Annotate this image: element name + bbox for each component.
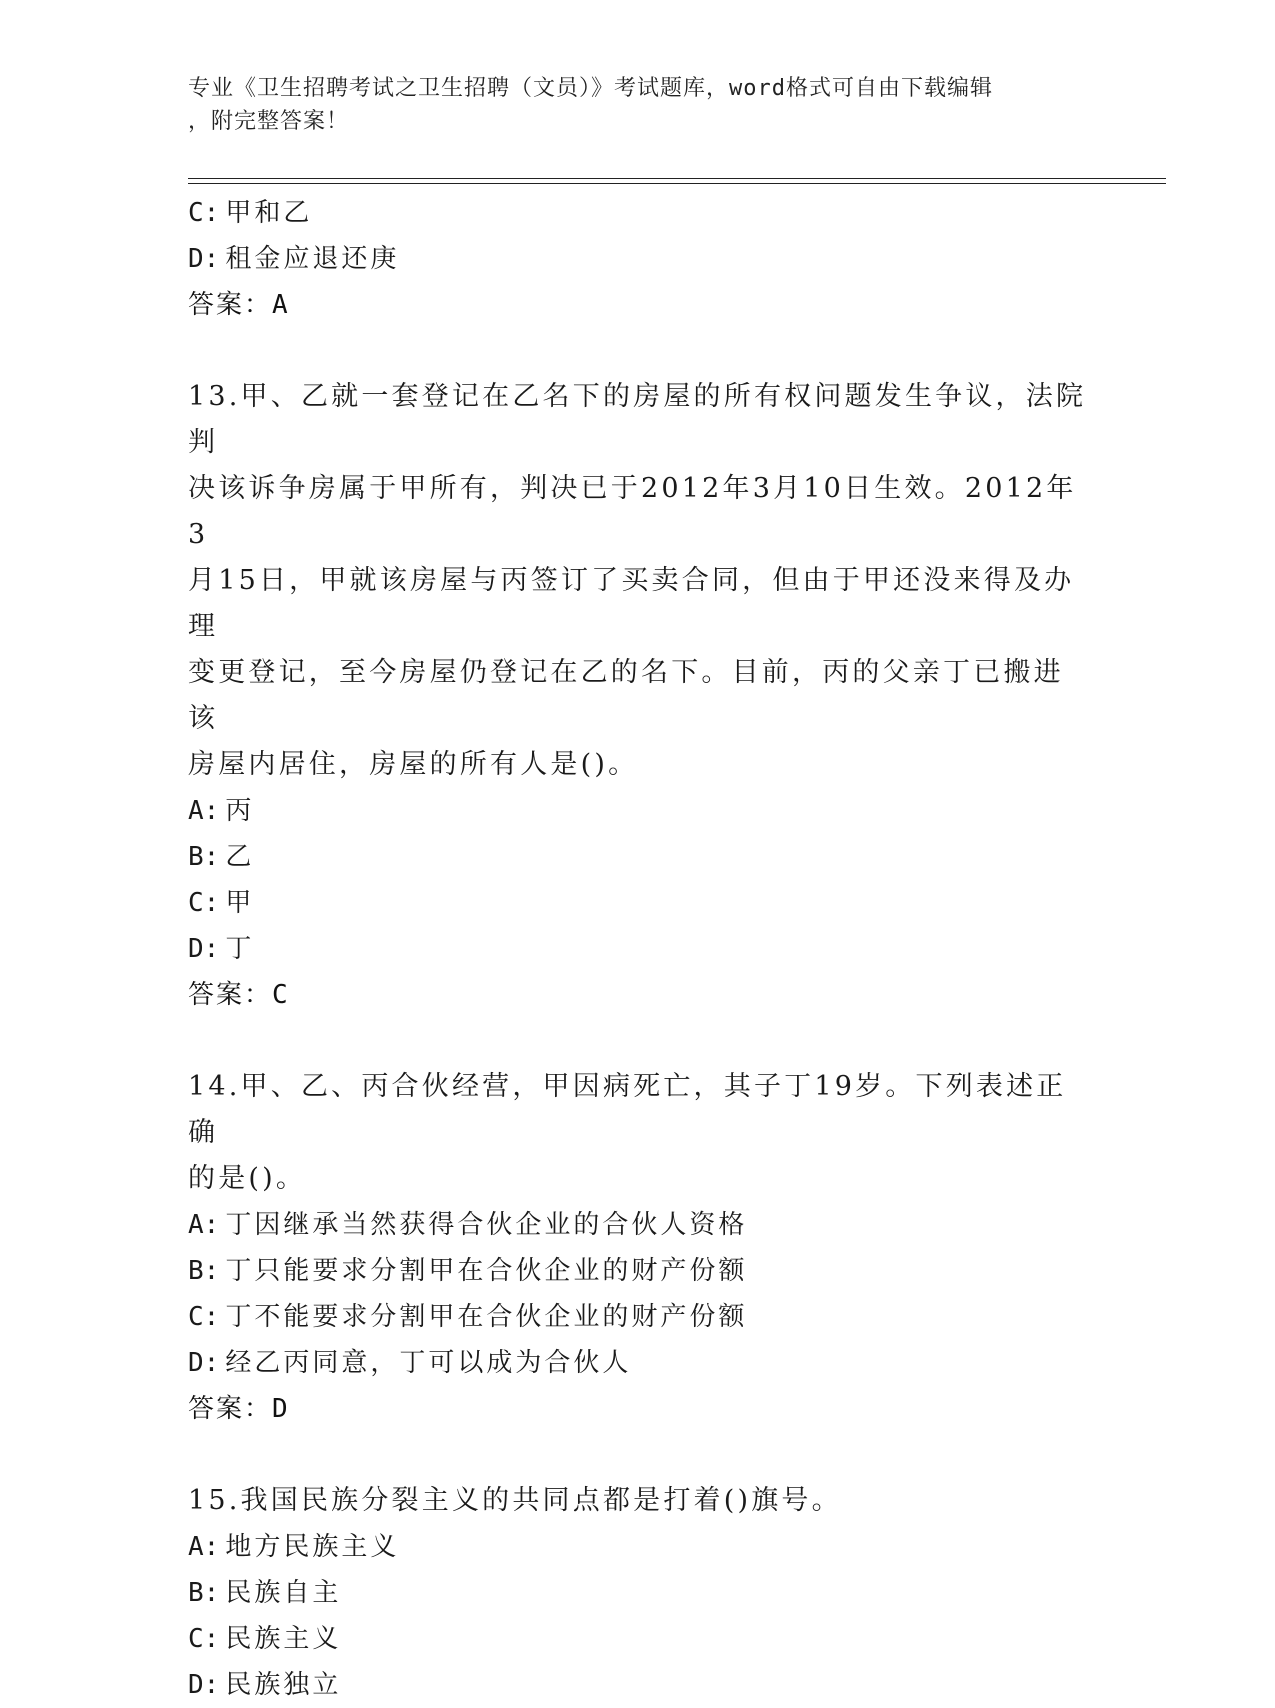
document-header — [188, 72, 1068, 138]
option-text: 丙 — [225, 796, 255, 826]
answer-value: A — [272, 290, 290, 320]
question-12-tail — [188, 190, 1088, 328]
option-label: B: — [188, 1578, 220, 1608]
option-label: C: — [188, 198, 220, 228]
header-divider — [188, 178, 1166, 184]
question-15 — [188, 1478, 1088, 1708]
answer-value: C — [272, 980, 290, 1010]
spacer — [188, 1432, 1088, 1478]
option-d — [188, 1662, 1088, 1708]
question-text-line: 决该诉争房属于甲所有，判决已于2012年3月10日生效。2012年3 — [188, 473, 1077, 550]
answer-line — [188, 1386, 1088, 1432]
option-a — [188, 788, 1088, 834]
document-body — [188, 190, 1088, 1708]
option-text: 乙 — [225, 842, 255, 872]
option-text: 甲和乙 — [225, 198, 313, 228]
option-label: D: — [188, 1348, 220, 1378]
spacer — [188, 1018, 1088, 1064]
option-c — [188, 1294, 1088, 1340]
answer-label: 答案： — [188, 1394, 273, 1424]
option-text: 丁因继承当然获得合伙企业的合伙人资格 — [225, 1210, 748, 1240]
option-text: 甲 — [225, 888, 255, 918]
option-label: D: — [188, 934, 220, 964]
option-text: 丁 — [225, 934, 255, 964]
option-d — [188, 236, 1088, 282]
option-b — [188, 1248, 1088, 1294]
question-text-line: 月15日，甲就该房屋与丙签订了买卖合同，但由于甲还没来得及办理 — [188, 565, 1075, 642]
option-label: D: — [188, 244, 220, 274]
question-text-line: 变更登记，至今房屋仍登记在乙的名下。目前，丙的父亲丁已搬进该 — [188, 657, 1064, 734]
answer-line — [188, 282, 1088, 328]
option-text: 丁只能要求分割甲在合伙企业的财产份额 — [225, 1256, 748, 1286]
option-c — [188, 1616, 1088, 1662]
option-c — [188, 880, 1088, 926]
answer-label: 答案： — [188, 980, 273, 1010]
option-a — [188, 1202, 1088, 1248]
option-text: 租金应退还庚 — [225, 244, 400, 274]
option-label: A: — [188, 1532, 220, 1562]
question-text-line: 15.我国民族分裂主义的共同点都是打着()旗号。 — [188, 1485, 842, 1516]
option-text: 丁不能要求分割甲在合伙企业的财产份额 — [225, 1302, 748, 1332]
question-text-line: 的是()。 — [188, 1163, 307, 1194]
option-label: A: — [188, 1210, 220, 1240]
option-a — [188, 1524, 1088, 1570]
option-label: D: — [188, 1670, 220, 1700]
option-label: B: — [188, 842, 220, 872]
option-c — [188, 190, 1088, 236]
option-b — [188, 1570, 1088, 1616]
header-title-line-2: ，附完整答案！ — [188, 109, 350, 134]
option-label: C: — [188, 888, 220, 918]
header-title-line-1: 专业《卫生招聘考试之卫生招聘（文员）》考试题库，word格式可自由下载编辑 — [188, 76, 993, 101]
option-text: 地方民族主义 — [225, 1532, 400, 1562]
option-label: C: — [188, 1302, 220, 1332]
question-text-line: 房屋内居住，房屋的所有人是()。 — [188, 749, 639, 780]
question-14 — [188, 1064, 1088, 1432]
answer-label: 答案： — [188, 290, 273, 320]
option-text: 民族主义 — [225, 1624, 342, 1654]
option-label: C: — [188, 1624, 220, 1654]
option-d — [188, 926, 1088, 972]
option-d — [188, 1340, 1088, 1386]
question-13 — [188, 374, 1088, 1018]
option-text: 民族自主 — [225, 1578, 342, 1608]
option-label: B: — [188, 1256, 220, 1286]
spacer — [188, 328, 1088, 374]
option-label: A: — [188, 796, 220, 826]
question-text-line: 14.甲、乙、丙合伙经营，甲因病死亡，其子丁19岁。下列表述正确 — [188, 1071, 1067, 1148]
answer-value: D — [272, 1394, 290, 1424]
option-text: 民族独立 — [225, 1670, 342, 1700]
option-text: 经乙丙同意，丁可以成为合伙人 — [225, 1348, 632, 1378]
question-text-line: 13.甲、乙就一套登记在乙名下的房屋的所有权问题发生争议，法院判 — [188, 381, 1087, 458]
answer-line — [188, 972, 1088, 1018]
option-b — [188, 834, 1088, 880]
